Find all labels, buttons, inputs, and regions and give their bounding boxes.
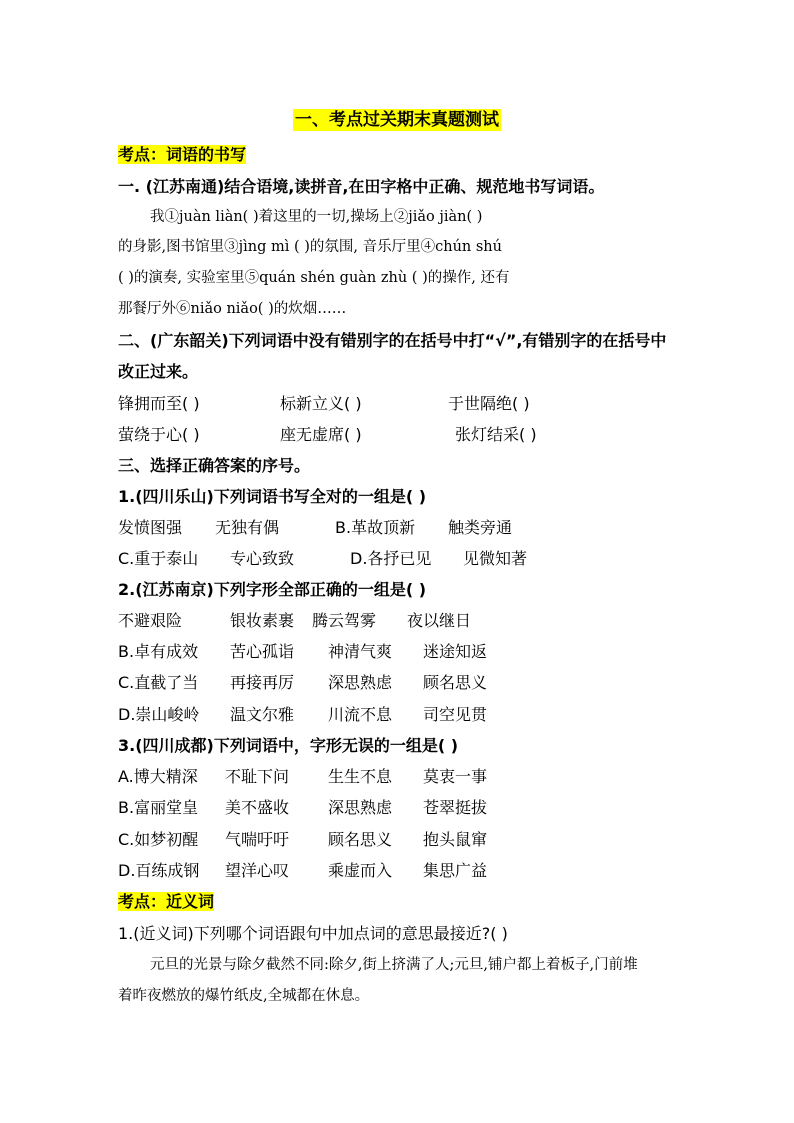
question-1-stem: 一. (江苏南通)结合语境,读拼音,在田字格中正确、规范地书写词语。 [118, 177, 605, 196]
q3-3-option: 不耻下问 [225, 767, 290, 786]
q3-3-option-c: C.如梦初醒 [118, 830, 199, 849]
q3-2-option: 司空见贯 [423, 705, 488, 724]
q3-3-option: 顾名思义 [328, 830, 393, 849]
q2-word-5: 座无虚席( ) [280, 425, 362, 444]
question-3-heading: 三、选择正确答案的序号。 [118, 456, 311, 475]
question-1-line-4: 那餐厅外⑥niǎo niǎo( )的炊烟…… [118, 301, 347, 317]
section-heading-word-writing: 考点：词语的书写 [118, 145, 247, 164]
q3-2-option-b: B.卓有成效 [118, 642, 199, 661]
q3-1-option: 见微知著 [463, 549, 528, 568]
question-3-1-stem: 1.(四川乐山)下列词语书写全对的一组是( ) [118, 487, 427, 506]
q3-3-option: 莫衷一事 [423, 767, 488, 786]
q3-2-option: 神清气爽 [328, 642, 393, 661]
q3-2-option: 银妆素裹 [230, 611, 295, 630]
q3-3-option: 气喘吁吁 [225, 830, 290, 849]
q3-2-option-d: D.崇山峻岭 [118, 705, 200, 724]
q3-1-option: 无独有偶 [215, 518, 280, 537]
q3-3-option: 乘虚而入 [328, 861, 393, 880]
question-1-line-2: 的身影,图书馆里③jìng mì ( )的氛围, 音乐厅里④chún shú [118, 239, 502, 255]
q2-word-3: 于世隔绝( ) [448, 394, 530, 413]
section-heading-synonyms: 考点：近义词 [118, 892, 215, 911]
question-3-3-stem: 3.(四川成都)下列词语中，字形无误的一组是( ) [118, 736, 459, 755]
q3-3-option: 苍翠挺拔 [423, 798, 488, 817]
question-1-line-1: 我①juàn liàn( )着这里的一切,操场上②jiǎo jiàn( ) [150, 209, 483, 225]
passage-line-1: 元旦的光景与除夕截然不同:除夕,街上挤满了人;元旦,铺户都上着板子,门前堆 [150, 957, 638, 973]
synonym-question-1-stem: 1.(近义词)下列哪个词语跟句中加点词的意思最接近?( ) [118, 924, 508, 943]
page-title: 一、考点过关期末真题测试 [295, 110, 499, 130]
q2-word-1: 锋拥而至( ) [118, 394, 200, 413]
q2-word-2: 标新立义( ) [280, 394, 362, 413]
q3-2-option: 腾云驾雾 [312, 611, 377, 630]
q3-3-option: 望洋心叹 [225, 861, 290, 880]
q3-3-option: 抱头鼠窜 [423, 830, 488, 849]
q2-word-6: 张灯结采( ) [455, 425, 537, 444]
question-3-2-stem: 2.(江苏南京)下列字形全部正确的一组是( ) [118, 580, 427, 599]
q3-2-option: 苦心孤诣 [230, 642, 295, 661]
q3-3-option-b: B.富丽堂皇 [118, 798, 199, 817]
q2-word-4: 萤绕于心( ) [118, 425, 200, 444]
q3-2-option: 再接再厉 [230, 673, 295, 692]
q3-2-option: 温文尔雅 [230, 705, 295, 724]
q3-1-option-d: D.各抒已见 [350, 549, 432, 568]
q3-2-option: 不避艰险 [118, 611, 183, 630]
q3-3-option: 美不盛收 [225, 798, 290, 817]
q3-2-option: 深思熟虑 [328, 673, 393, 692]
q3-3-option: 集思广益 [423, 861, 488, 880]
q3-3-option-a: A.博大精深 [118, 767, 198, 786]
q3-2-option: 夜以继日 [407, 611, 472, 630]
q3-2-option: 顾名思义 [423, 673, 488, 692]
q3-1-option-b: B.革故顶新 [335, 518, 416, 537]
question-2-stem-line-2: 改正过来。 [118, 362, 199, 381]
q3-1-option: 发愤图强 [118, 518, 183, 537]
q3-2-option-c: C.直截了当 [118, 673, 199, 692]
question-2-stem-line-1: 二、(广东韶关)下列词语中没有错别字的在括号中打“√”,有错别字的在括号中 [118, 331, 667, 350]
q3-2-option: 迷途知返 [423, 642, 488, 661]
q3-3-option: 生生不息 [328, 767, 393, 786]
q3-3-option-d: D.百练成钢 [118, 861, 200, 880]
q3-1-option-c: C.重于泰山 [118, 549, 199, 568]
q3-3-option: 深思熟虑 [328, 798, 393, 817]
question-1-line-3: ( )的演奏, 实验室里⑤quán shén guàn zhù ( )的操作, 还有 [118, 270, 510, 286]
q3-2-option: 川流不息 [328, 705, 393, 724]
passage-line-2: 着昨夜燃放的爆竹纸皮,全城都在休息。 [118, 988, 370, 1004]
q3-1-option: 专心致致 [230, 549, 295, 568]
q3-1-option: 触类旁通 [448, 518, 513, 537]
